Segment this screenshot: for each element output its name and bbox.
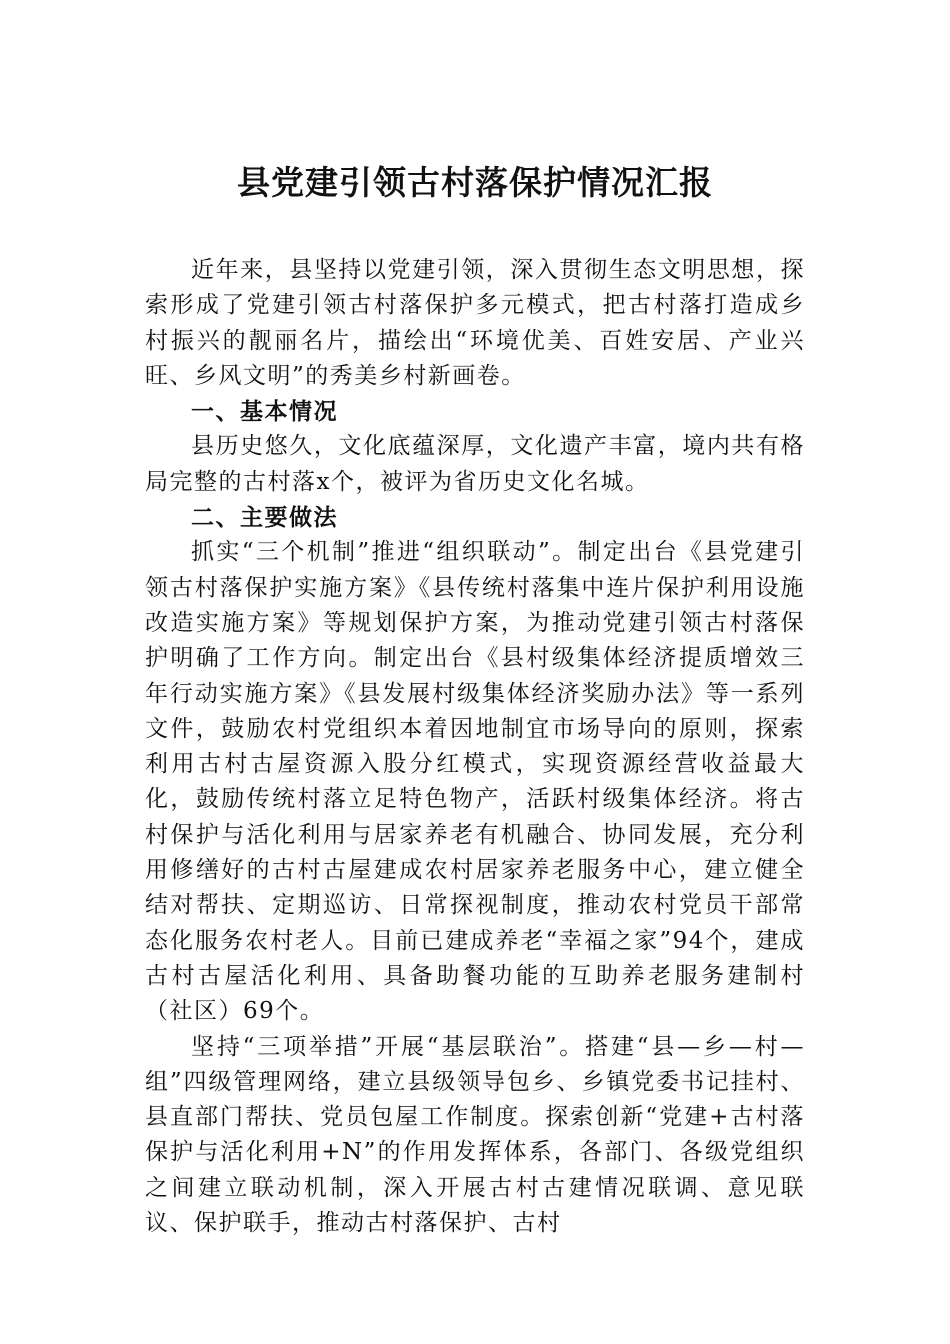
section-heading-practices: 二、主要做法: [191, 504, 338, 532]
practice-paragraph-1: 抓实“三个机制”推进“组织联动”。制定出台《县党建引领古村落保护实施方案》《县传统村落集中连片保护利用设施改造实施方案》等规划保护方案，为推动党建引领古村落保护明确了工作方向。制定出台《县村级集体经济提质增效三年行动实施方案》《县发展村级集体经济奖励办法》等一系列文件，鼓励农村党组织本着因地制宜市场导向的原则，探索利用古村古屋资源入股分红模式，实现资源经营收益最大化，鼓励传统村落立足特色物产，活跃村级集体经济。将古村保护与活化利用与居家养老有机融合、协同发展，充分利用修缮好的古村古屋建成农村居家养老服务中心，建立健全结对帮扶、定期巡访、日常探视制度，推动农村党员干部常态化服务农村老人。目前已建成养老“幸福之家”94个，建成古村古屋活化利用、具备助餐功能的互助养老服务建制村（社区）69个。: [145, 539, 805, 1025]
document-title: 县党建引领古村落保护情况汇报: [237, 163, 713, 202]
basic-situation-paragraph: 县历史悠久，文化底蕴深厚，文化遗产丰富，境内共有格局完整的古村落x个，被评为省历史文化名城。: [145, 433, 805, 495]
intro-paragraph: 近年来，县坚持以党建引领，深入贯彻生态文明思想，探索形成了党建引领古村落保护多元模式，把古村落打造成乡村振兴的靓丽名片，描绘出“环境优美、百姓安居、产业兴旺、乡风文明”的秀美乡村新画卷。: [145, 257, 805, 389]
document-body: [145, 253, 805, 1241]
practice-paragraph-2: 坚持“三项举措”开展“基层联治”。搭建“县—乡—村—组”四级管理网络，建立县级领导包乡、乡镇党委书记挂村、县直部门帮扶、党员包屋工作制度。探索创新“党建+古村落保护与活化利用+N”的作用发挥体系，各部门、各级党组织之间建立联动机制，深入开展古村古建情况联调、意见联议、保护联手，推动古村落保护、古村: [145, 1033, 805, 1237]
section-heading-basic: 一、基本情况: [191, 398, 338, 426]
